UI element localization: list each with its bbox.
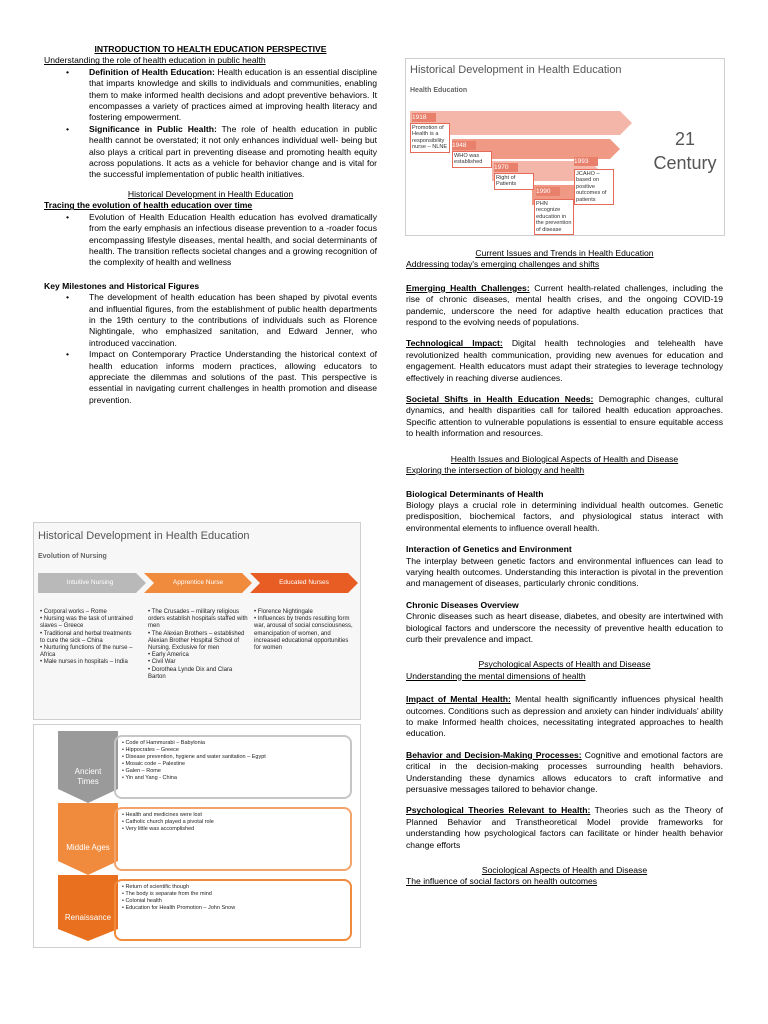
figure-title: Historical Development in Health Education	[38, 530, 250, 542]
timeline-note: PHN recognize education in the prevention of disease	[534, 199, 574, 235]
list-item: • The development of health education has been shaped by pivotal events and influential figures, from the establishment of public health departments in the 19th century to the contributions of individuals such as Florence Nightingale, who emphasized sanitation, and Edward Jenner, who introduced vaccination.	[44, 292, 377, 349]
year-label: 1948	[452, 141, 476, 150]
document-title: INTRODUCTION TO HEALTH EDUCATION PERSPECTIVE	[94, 44, 327, 54]
section-heading: Historical Development in Health Education	[127, 188, 294, 199]
stage-notes-educated: • Florence Nightingale • Influences by trends resulting form war, arousal of social consciousness, emancipation of women, and increased educational opportunities for women	[254, 609, 353, 652]
health-education-timeline-figure	[405, 58, 725, 236]
section-subtitle: Tracing the evolution of health education over time	[44, 200, 253, 211]
section-heading: Current Issues and Trends in Health Education	[475, 248, 654, 258]
subheading: Biological Determinants of Health	[406, 488, 544, 499]
subheading: Interaction of Genetics and Environment	[406, 544, 572, 555]
paragraph: Behavior and Decision-Making Processes: Cognitive and emotional factors are critical in the decision-making processes surrounding health behaviors. Understanding these dynamics allows educators to craft informative and persuasive messages tailored to behavior change.	[406, 749, 723, 795]
figure-subtitle: Evolution of Nursing	[38, 553, 107, 560]
nursing-evolution-figure	[33, 522, 361, 720]
stage-label: Apprentice Nurse	[172, 579, 224, 586]
paragraph: Emerging Health Challenges: Current health-related challenges, including the rise of chronic diseases, mental health crises, and the ongoing COVID-19 pandemic, underscore the need for adaptive health education practices that respond to the evolving needs of populations.	[406, 282, 723, 328]
left-column	[44, 44, 377, 406]
list-item: • Definition of Health Education: Health education is an essential discipline that imparts knowledge and skills to individuals and communities, enabling them to make informed health decisions and adopt preventive behaviors. It encompasses a variety of practices aimed at improving health literacy and fostering empowerment.	[44, 67, 377, 124]
age-label: Middle Ages	[66, 843, 110, 852]
timeline-note: Right of Patients	[494, 173, 534, 190]
ancient-notes: • Code of Hammurabi – Babylonia • Hippocrates – Greece • Disease prevention, hygiene and water sanitation – Egypt • Mosaic code – Palestine • Galen – Rome • Yin and Yang - China	[114, 735, 352, 799]
year-label: 1993	[574, 157, 598, 166]
section-subtitle: Understanding the role of health education in public health	[44, 55, 266, 66]
renaissance-chevron	[58, 875, 118, 941]
milestones-list	[44, 292, 377, 406]
middle-notes: • Health and medicines were lost • Catholic church played a pivotal role • Very little was accomplished	[114, 807, 352, 871]
middle-chevron	[58, 803, 118, 875]
list-item: • Impact on Contemporary Practice Understanding the historical context of health education informs modern practices, allowing educators to appreciate the dilemmas and solutions of the past. This perspective is essential in navigating current challenges in health promotion and disease prevention.	[44, 349, 377, 406]
age-label: Ancient Times	[74, 767, 102, 786]
century-word: Century	[653, 153, 717, 173]
term: Significance in Public Health:	[89, 123, 217, 134]
renaissance-notes: • Return of scientific though • The body is separate from the mind • Colonial health • Education for Health Promotion – John Snow	[114, 879, 352, 941]
paragraph: Biology plays a crucial role in determining individual health outcomes. Genetic predisposition, biochemical factors, and physiological status interact with environmental elements to influence overall health.	[406, 499, 723, 533]
section-subtitle: Exploring the intersection of biology and health	[406, 465, 585, 476]
stage-notes-apprentice: • The Crusades – military religious orders establish hospitals staffed with men • The Alexian Brothers – established Alexian Brother Hospital School of Nursing. Exclusive for men • Early America • Civil War • Dorothea Lynde Dix and Clara Barton	[148, 609, 248, 680]
figure-subtitle: Health Education	[410, 87, 468, 94]
year-label: 1990	[536, 187, 560, 196]
paragraph: Technological Impact: Digital health technologies and telehealth have revolutionized health communication, providing new avenues for education and engagement. Health educators must adapt their strategies to leverage technology effectively in reaching diverse audiences.	[406, 338, 723, 383]
timeline-note: Promotion of Health is a responsibility nurse – NLNE	[410, 123, 450, 153]
evolution-list	[44, 212, 377, 269]
timeline-note: JCAHO – based on positive outcomes of patients	[574, 169, 614, 205]
timeline-note: WHO was established	[452, 151, 492, 168]
section-heading: Psychological Aspects of Health and Disease	[478, 659, 651, 670]
century-number: 21	[674, 129, 696, 149]
age-label: Renaissance	[64, 913, 112, 922]
paragraph: Impact of Mental Health: Mental health significantly influences physical health outcomes. Conditions such as depression and anxiety can hinder individuals' ability to make Informed health choices, necessitating integrated approaches to health education.	[406, 694, 723, 739]
figure-title: Historical Development in Health Education	[410, 64, 622, 76]
paragraph: Psychological Theories Relevant to Health: Theories such as the Theory of Planned Behavior and Transtheoretical Model provide frameworks for understanding how psychological factors can facilitate or hinder health behavior change efforts	[406, 805, 723, 850]
intro-bullet-list	[44, 67, 377, 181]
section-heading: Key Milestones and Historical Figures	[44, 280, 200, 291]
section-subtitle: Understanding the mental dimensions of health	[406, 670, 586, 681]
section-heading: Health Issues and Biological Aspects of Health and Disease	[450, 453, 679, 464]
section-heading: Sociological Aspects of Health and Disease	[481, 865, 648, 876]
section-subtitle: The influence of social factors on health outcomes	[406, 876, 598, 887]
year-label: 1918	[412, 113, 436, 122]
list-item: • Significance in Public Health: The role of health education in public health cannot be overstated; it not only enhances individual well- being but also plays a critical part in preventing disease and promoting health equity across populations. It acts as a vehicle for behavior change and is vital for the successful implementation of public health initiatives.	[44, 124, 377, 181]
section-subtitle: Addressing today's emerging challenges and shifts	[406, 259, 600, 270]
year-label: 1970	[494, 163, 518, 172]
stage-notes-intuitive: • Corporal works – Rome • Nursing was the task of untrained slaves – Greece • Traditional and herbal treatments to cure the sick – China • Nurturing functions of the nurse – Africa • Male nurses in hospitals – India	[40, 609, 133, 666]
paragraph: The interplay between genetic factors and environmental influences can lead to varying health outcomes. Understanding this interaction is pivotal in the prevention and management of diseases, particularly chronic conditions.	[406, 555, 723, 589]
stage-label: Intuitive Nursing	[66, 579, 114, 586]
ages-figure	[33, 724, 361, 948]
subheading: Chronic Diseases Overview	[406, 599, 519, 610]
paragraph: Societal Shifts in Health Education Needs: Demographic changes, cultural dynamics, and health disparities call for tailored health education approaches. Specific attention to vulnerable populations is essential to ensure equitable access to health information and resources.	[406, 394, 723, 439]
term: Definition of Health Education:	[89, 66, 215, 77]
paragraph: Chronic diseases such as heart disease, diabetes, and obesity are intertwined with biological factors and underscore the necessity of preventive health education to curb their prevalence and impact.	[406, 611, 723, 644]
list-item: • Evolution of Health Education Health education has evolved dramatically from the early emphasis an infectious disease prevention to a -roader focus encompassing lifestyle diseases, mental health, and social determinants of health. The transition reflects societal changes and a growing recognition of the complexity of health and wellness	[44, 212, 377, 269]
stage-label: Educated Nurses	[279, 579, 329, 586]
right-column	[406, 248, 723, 888]
